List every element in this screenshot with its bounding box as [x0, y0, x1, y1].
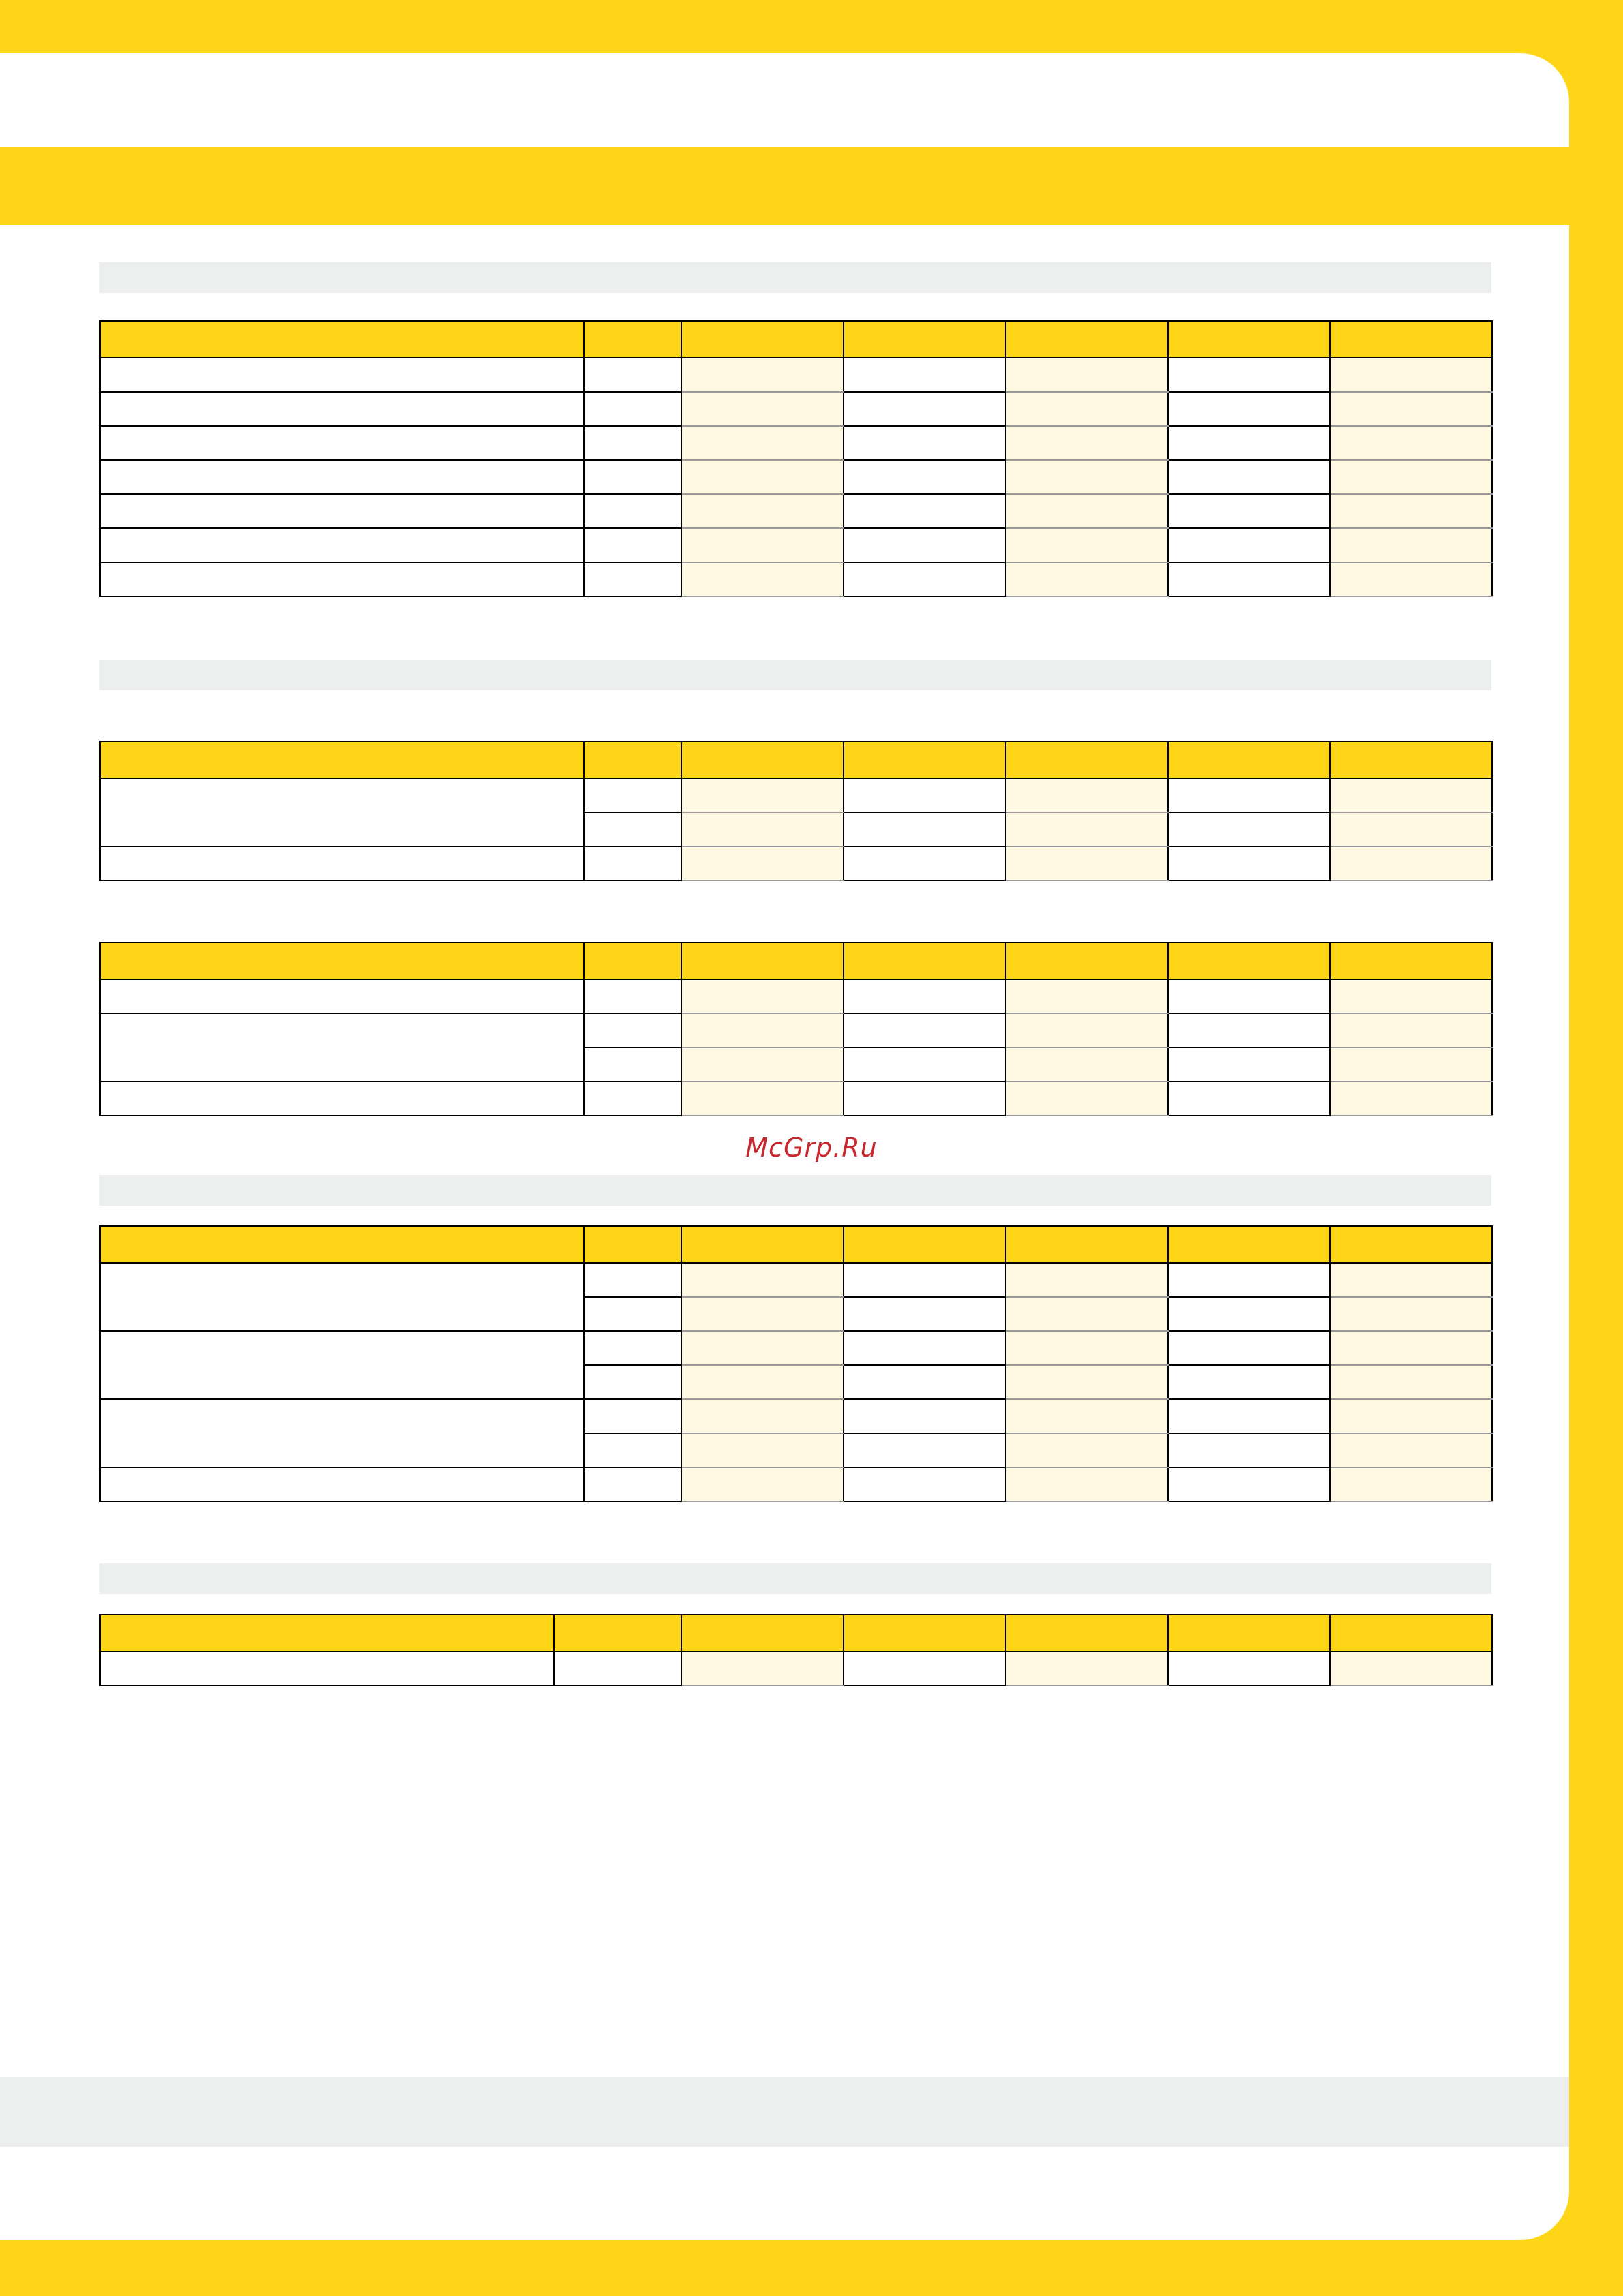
- table-header-row: [100, 741, 1492, 778]
- table-header-row: [100, 943, 1492, 979]
- section-heading-bar-3: [99, 1175, 1491, 1206]
- table-row: [100, 846, 1492, 881]
- table-header-row: [100, 1614, 1492, 1651]
- table-row: [100, 1399, 1492, 1433]
- section-heading-bar-4: [99, 1563, 1491, 1594]
- header-white-panel: [0, 53, 1569, 147]
- spec-table-5: [99, 1614, 1493, 1686]
- spec-table-1: [99, 320, 1493, 597]
- section-heading-bar-2: [99, 660, 1491, 690]
- footer-grey-band: [0, 2077, 1569, 2147]
- table-row: [100, 460, 1492, 494]
- spec-table-3: [99, 942, 1493, 1116]
- table-row: [100, 426, 1492, 460]
- table-row: [100, 1013, 1492, 1047]
- table-row: [100, 1651, 1492, 1685]
- table-row: [100, 979, 1492, 1013]
- table-row: [100, 778, 1492, 812]
- table-row: [100, 1467, 1492, 1501]
- table-row: [100, 358, 1492, 392]
- watermark-text: McGrp.Ru: [745, 1133, 878, 1163]
- table-header-row: [100, 1226, 1492, 1263]
- table-row: [100, 1263, 1492, 1297]
- spec-table-2: [99, 741, 1493, 881]
- spec-table-4: [99, 1225, 1493, 1502]
- table-row: [100, 562, 1492, 596]
- table-row: [100, 494, 1492, 528]
- table-row: [100, 528, 1492, 562]
- table-header-row: [100, 321, 1492, 358]
- section-heading-bar-1: [99, 262, 1491, 293]
- table-row: [100, 1331, 1492, 1365]
- table-row: [100, 1082, 1492, 1116]
- table-row: [100, 392, 1492, 426]
